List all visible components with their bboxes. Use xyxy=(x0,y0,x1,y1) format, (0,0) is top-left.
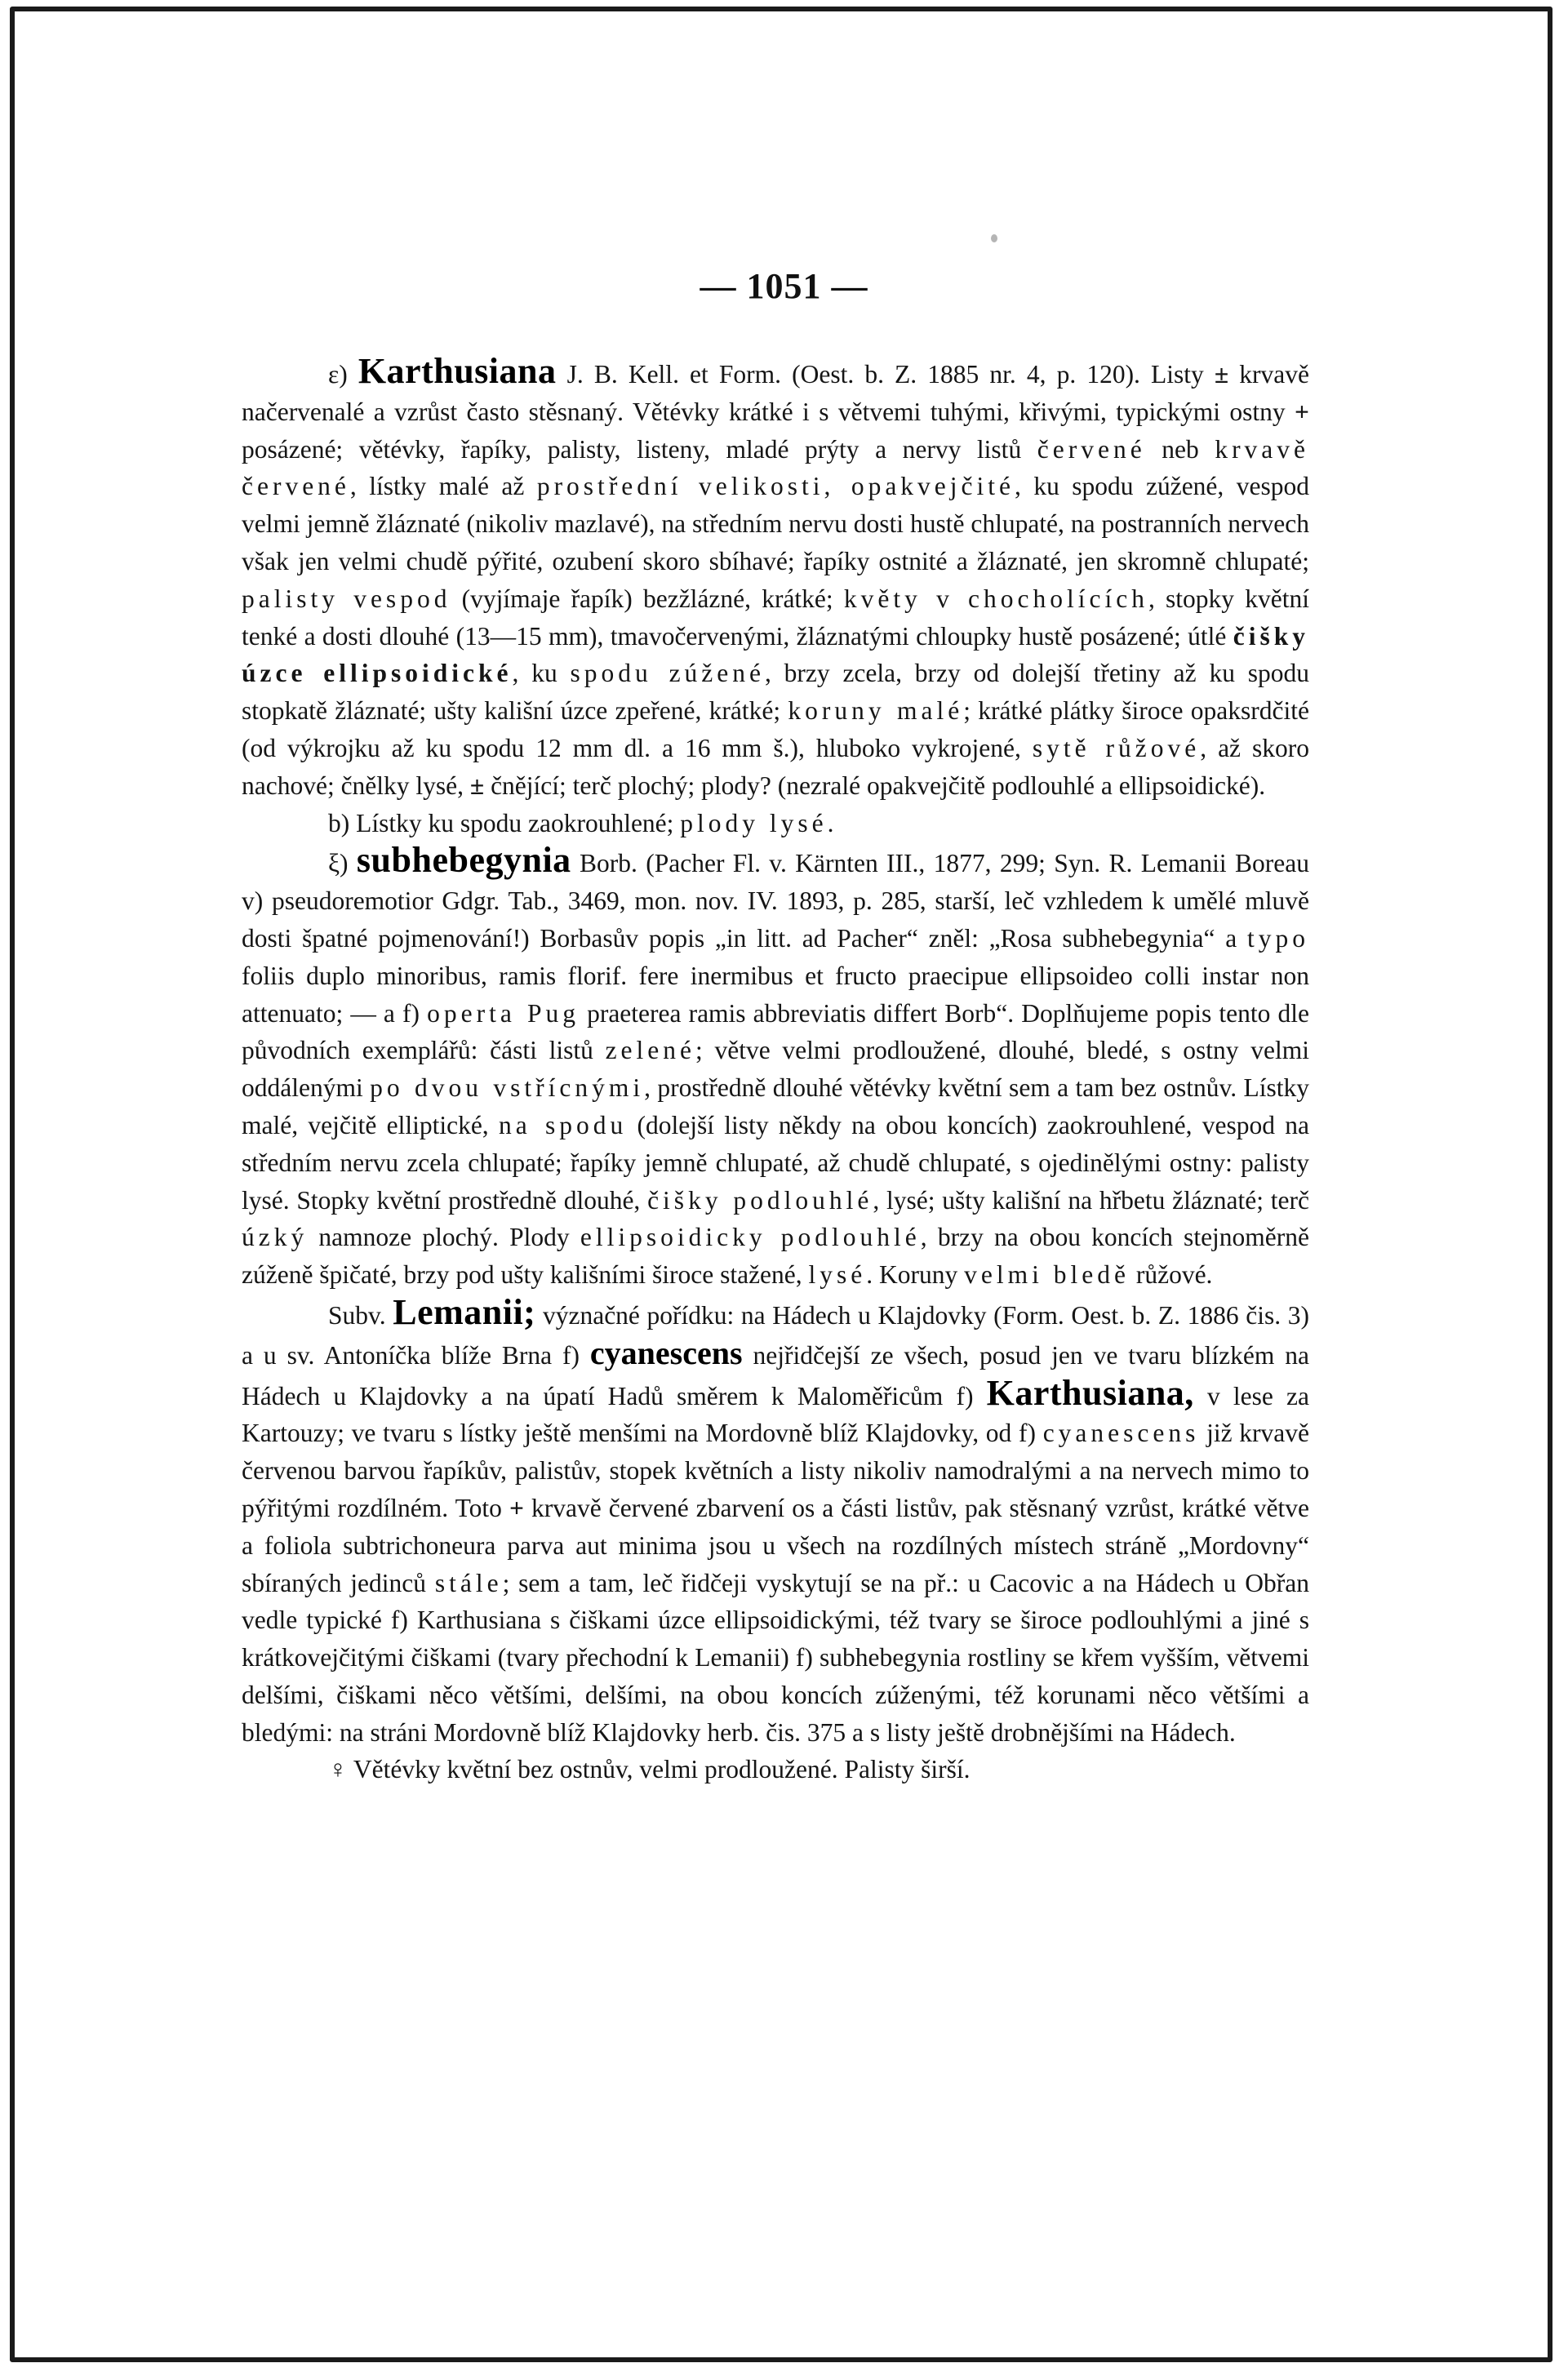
paragraph-subv-lemanii: Subv. Lemanii; význačné pořídku: na Hádech u Klajdovky (Form. Oest. b. Z. 1886 čis. 3) a u sv. Antoníčka blíže Brna f) cyanescens nejřidčejší ze všech, posud jen ve tvaru blízkém na Hádech u Klajdovky a na úpatí Hadů směrem k Maloměřicům f) Karthusiana, v lese za Kartouzy; ve tvaru s lístky ještě menšími na Mordovně blíž Klajdovky, od f) cyanescens již krvavě červenou barvou řapíkův, palistův, stopek květních a listy nikoliv namodralými a na nervech mimo to pýřitými rozdílném. Toto + krvavě červené zbarvení os a části listův, pak stěsnaný vzrůst, krátké větve a foliola subtrichoneura parva aut minima jsou u všech na rozdílných místech stráně „Mordovny“ sbíraných jedinců stále; sem a tam, leč řidčeji vyskytují se na př.: u Cacovic a na Hádech u Obřan vedle typické f) Karthusiana s čiškami úzce ellipsoidickými, též tvary se široce podlouhlými a jiné s krátkovejčitými čiškami (tvary přechodní k Lemanii) f) subhebegynia rostliny se křem vyšším, větvemi delšími, čiškami něco většími, delšími, na obou koncích zúženými, též korunami něco většími a bledými: na stráni Mordovně blíž Klajdovky herb. čis. 375 a s listy ještě drobnějšími na Hádech. xyxy=(242,1291,1310,1747)
body-text xyxy=(242,353,1309,1788)
page-number: — 1051 — xyxy=(700,266,868,306)
section-letter: ε) xyxy=(328,360,348,389)
taxon-name-cyanescens: cyanescens xyxy=(589,1334,743,1371)
taxon-name-subhebegynia: subhebegynia xyxy=(356,840,571,881)
section-letter: ξ) xyxy=(328,849,349,878)
ink-speck xyxy=(991,234,997,242)
taxon-name-karthusiana-inline: Karthusiana, xyxy=(986,1372,1194,1413)
plus-symbol: + xyxy=(1295,397,1309,426)
paragraph-variant-b: b) Lístky ku spodu zaokrouhlené; plody lysé. xyxy=(328,808,834,837)
female-symbol: ♀ xyxy=(328,1755,348,1784)
paragraph-karthusiana: ε) Karthusiana J. B. Kell. et Form. (Oest. b. Z. 1885 nr. 4, p. 120). Listy ± krvavě načervenalé a vzrůst často stěsnaný. Větévky krátké i s větvemi tuhými, křivými, typickými ostny + posázené; větévky, řapíky, palisty, listeny, mladé prýty a nervy listů červené neb krvavě červené, lístky malé až prostřední velikosti, opakvejčité, ku spodu zúžené, vespod velmi jemně žláznaté (nikoliv mazlavé), na středním nervu dosti hustě chlupaté, na postranních nervech však jen velmi chudě pýřité, ozubení skoro sbíhavé; řapíky ostnité a žláznaté, jen skromně chlupaté; palisty vespod (vyjímaje řapík) bezžlázné, krátké; květy v chocholících, stopky květní tenké a dosti dlouhé (13—15 mm), tmavočervenými, žláznatými chloupky hustě posázené; útlé čišky úzce ellipsoidické, ku spodu zúžené, brzy zcela, brzy od dolejší třetiny až ku spodu stopkatě žláznaté; ušty kališní úzce zpeřené, krátké; koruny malé; krátké plátky široce opaksrdčité (od výkrojku až ku spodu 12 mm dl. a 16 mm š.), hluboko vykrojené, sytě růžové, až skoro nachové; čnělky lysé, ± čnějící; terč plochý; plody? (nezralé opakvejčitě podlouhlé a ellipsoidické). xyxy=(242,351,1310,800)
taxon-name-lemanii: Lemanii; xyxy=(393,1291,536,1332)
taxon-name-karthusiana: Karthusiana xyxy=(358,351,557,391)
paragraph-subhebegynia: ξ) subhebegynia Borb. (Pacher Fl. v. Kärnten III., 1877, 299; Syn. R. Lemanii Boreau v) pseudoremotior Gdgr. Tab., 3469, mon. nov. IV. 1893, p. 285, starší, leč vzhledem k umělé mluvě dosti špatné pojmenování!) Borbasův popis „in litt. ad Pacher“ zněl: „Rosa subhebegynia“ a typo foliis duplo minoribus, ramis florif. fere inermibus et fructo praecipue ellipsoideo colli instar non attenuato; — a f) operta Pug praeterea ramis abbreviatis differt Borb“. Doplňujeme popis tento dle původních exemplářů: části listů zelené; větve velmi prodloužené, dlouhé, bledé, s ostny velmi oddálenými po dvou vstřícnými, prostředně dlouhé větévky květní sem a tam bez ostnův. Lístky malé, vejčitě elliptické, na spodu (dolejší listy někdy na obou koncích) zaokrouhlené, vespod na středním nervu zcela chlupaté; řapíky jemně chlupaté, až chudě chlupaté, s ojedinělými ostny: palisty lysé. Stopky květní prostředně dlouhé, čišky podlouhlé, lysé; ušty kališní na hřbetu žláznaté; terč úzký namnoze plochý. Plody ellipsoidicky podlouhlé, brzy na obou koncích stejnoměrně zúženě špičaté, brzy pod ušty kališními široce stažené, lysé. Koruny velmi bledě růžové. xyxy=(242,840,1310,1290)
plus-symbol: + xyxy=(509,1493,524,1522)
plus-minus-symbol: ± xyxy=(1214,360,1229,389)
paragraph-female-note: ♀ Větévky květní bez ostnův, velmi prodloužené. Palisty širší. xyxy=(328,1755,971,1784)
plus-minus-symbol: ± xyxy=(469,771,485,800)
